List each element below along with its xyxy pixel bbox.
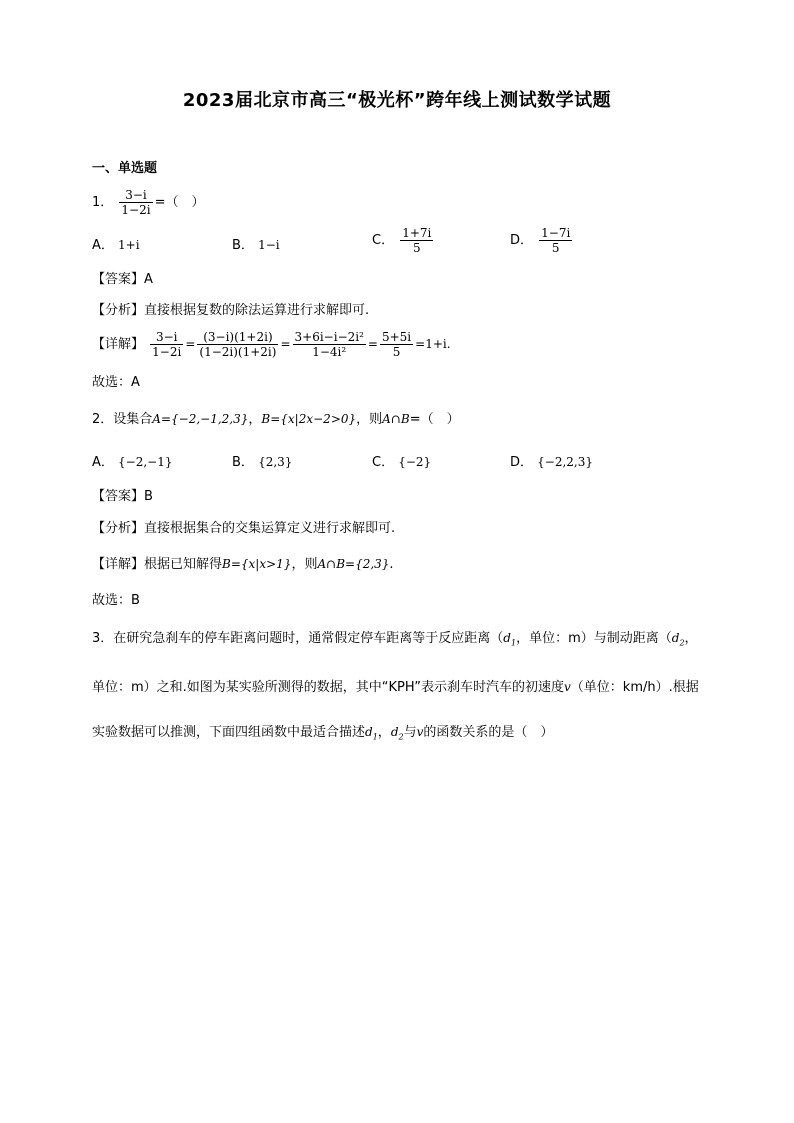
option-value: {−2} bbox=[398, 455, 432, 469]
question-number: 1． bbox=[92, 195, 114, 210]
answer-line bbox=[92, 488, 153, 506]
variable-v: v bbox=[416, 725, 424, 740]
option-label: C． bbox=[372, 455, 395, 470]
analysis-tag: 【分析】 bbox=[92, 521, 145, 536]
answer-value: A bbox=[144, 272, 153, 287]
fraction bbox=[293, 330, 366, 359]
option-label: A． bbox=[92, 238, 114, 253]
var-subscript: 2 bbox=[679, 638, 685, 648]
fraction bbox=[539, 226, 572, 255]
numerator: 3−i bbox=[119, 188, 152, 203]
answer-value: B bbox=[144, 489, 153, 504]
page-title: 2023届北京市高三“极光杯”跨年线上测试数学试题 bbox=[182, 90, 612, 111]
variable-d2 bbox=[390, 725, 404, 742]
var-letter: d bbox=[671, 631, 680, 645]
option-value: {−2,2,3} bbox=[537, 455, 594, 469]
option-b bbox=[232, 234, 280, 253]
math-expression: B={x|x>1} bbox=[222, 557, 292, 571]
detail-line bbox=[92, 555, 394, 574]
numerator: 3−i bbox=[150, 330, 183, 345]
answer-tag: 【答案】 bbox=[92, 272, 145, 287]
fraction bbox=[197, 330, 278, 359]
answer-line bbox=[92, 271, 153, 289]
stem-text: ，单位：m）与制动距离（ bbox=[516, 631, 672, 646]
fraction bbox=[400, 226, 433, 255]
variable-d1 bbox=[365, 725, 378, 742]
stem-text: 设集合 bbox=[113, 412, 153, 427]
numerator: 3+6i−i−2i² bbox=[294, 330, 364, 344]
denominator: 5 bbox=[551, 241, 560, 255]
var-letter: d bbox=[365, 725, 373, 740]
question-2-stem bbox=[92, 410, 460, 429]
option-value: {−2,−1} bbox=[118, 455, 173, 469]
answer-tag: 【答案】 bbox=[92, 489, 145, 504]
detail-line: 【详解】 $\frac{3-i}{1-2i}$ = $\frac{(3-i)(1+2i)}{(1-2i)(1+2i)}$ = $\frac{\text{3+6i−i−2i²}}{\text{1−4i²}}$ = $\frac{5+5i}{5}$ =1+i. bbox=[92, 330, 451, 359]
numerator: (3−i)(1+2i) bbox=[197, 330, 278, 345]
option-c bbox=[372, 451, 431, 470]
analysis-text: 直接根据集合的交集运算定义进行求解即可. bbox=[144, 521, 396, 536]
option-label: B． bbox=[232, 238, 254, 253]
detail-tail: =1+i. bbox=[415, 337, 451, 351]
denominator: 1−2i bbox=[121, 203, 151, 217]
detail-tag: 【详解】 bbox=[92, 557, 145, 572]
option-a bbox=[92, 234, 140, 253]
question-1-stem bbox=[92, 188, 205, 217]
numerator: 1+7i bbox=[402, 226, 432, 240]
option-value: 1+i bbox=[118, 238, 140, 252]
stem-text: 与 bbox=[403, 725, 417, 741]
denominator: 1−2i bbox=[152, 345, 182, 359]
numerator: 5+5i bbox=[381, 330, 412, 344]
denominator: 5 bbox=[392, 345, 401, 359]
detail-text: . bbox=[389, 557, 394, 572]
stem-text: =（ ） bbox=[409, 412, 460, 427]
var-subscript: 1 bbox=[510, 638, 517, 648]
option-label: D． bbox=[510, 233, 534, 248]
option-a bbox=[92, 451, 173, 470]
option-value: 1−i bbox=[258, 238, 280, 252]
question-3-stem bbox=[92, 616, 707, 760]
option-label: B． bbox=[232, 455, 254, 470]
stem-text: （单位：km/h）.根据实验数据可以推测，下面四组函数中最适合描述 bbox=[92, 680, 699, 741]
stem-text: 的函数关系的是（ ） bbox=[423, 725, 554, 741]
conclusion-line: 故选：B bbox=[92, 593, 140, 608]
analysis-line bbox=[92, 520, 395, 538]
option-value: {2,3} bbox=[258, 455, 293, 469]
option-d bbox=[510, 226, 574, 255]
stem-text: ，则 bbox=[356, 412, 383, 427]
variable-d1 bbox=[503, 631, 517, 648]
stem-text: ， bbox=[248, 412, 262, 427]
fraction bbox=[119, 188, 152, 217]
stem-tail: =（ ） bbox=[154, 195, 205, 210]
variable-v: v bbox=[564, 680, 571, 695]
stem-text: ，单位：m）之和.如图为某实验所测得的数据，其中“KPH”表示刹车时汽车的初速度 bbox=[92, 631, 698, 696]
option-label: D． bbox=[510, 455, 534, 470]
conclusion-line: 故选：A bbox=[92, 375, 140, 390]
detail-tag: 【详解】 bbox=[92, 337, 145, 352]
option-label: A． bbox=[92, 455, 114, 470]
option-b bbox=[232, 451, 292, 470]
denominator: (1−2i)(1+2i) bbox=[199, 345, 277, 359]
stem-text: 在研究急刹车的停车距离问题时，通常假定停车距离等于反应距离（ bbox=[113, 631, 504, 646]
analysis-text: 直接根据复数的除法运算进行求解即可. bbox=[144, 303, 370, 318]
question-number: 2． bbox=[92, 412, 114, 427]
var-letter: d bbox=[390, 725, 399, 740]
variable-d2 bbox=[671, 631, 685, 648]
expression: A∩B bbox=[382, 412, 410, 426]
math-expression: A∩B={2,3} bbox=[317, 557, 390, 571]
numerator: 1−7i bbox=[541, 226, 571, 240]
denominator: 1−4i² bbox=[312, 345, 347, 359]
fraction bbox=[150, 330, 183, 359]
analysis-tag: 【分析】 bbox=[92, 303, 145, 318]
section-heading: 一、单选题 bbox=[92, 161, 158, 176]
option-d bbox=[510, 451, 593, 470]
stem-text: ， bbox=[377, 725, 391, 741]
set-a: A={−2,−1,2,3} bbox=[152, 412, 249, 426]
detail-text: 根据已知解得 bbox=[144, 557, 223, 572]
question-number: 3． bbox=[92, 631, 114, 646]
var-subscript: 1 bbox=[372, 732, 378, 742]
denominator: 5 bbox=[412, 241, 421, 255]
option-label: C． bbox=[372, 233, 395, 248]
detail-text: ，则 bbox=[291, 557, 318, 572]
set-b: B={x|2x−2>0} bbox=[261, 412, 357, 426]
option-c bbox=[372, 226, 435, 255]
var-letter: d bbox=[503, 631, 511, 645]
analysis-line bbox=[92, 302, 369, 320]
var-subscript: 2 bbox=[398, 732, 404, 742]
fraction bbox=[380, 330, 413, 359]
